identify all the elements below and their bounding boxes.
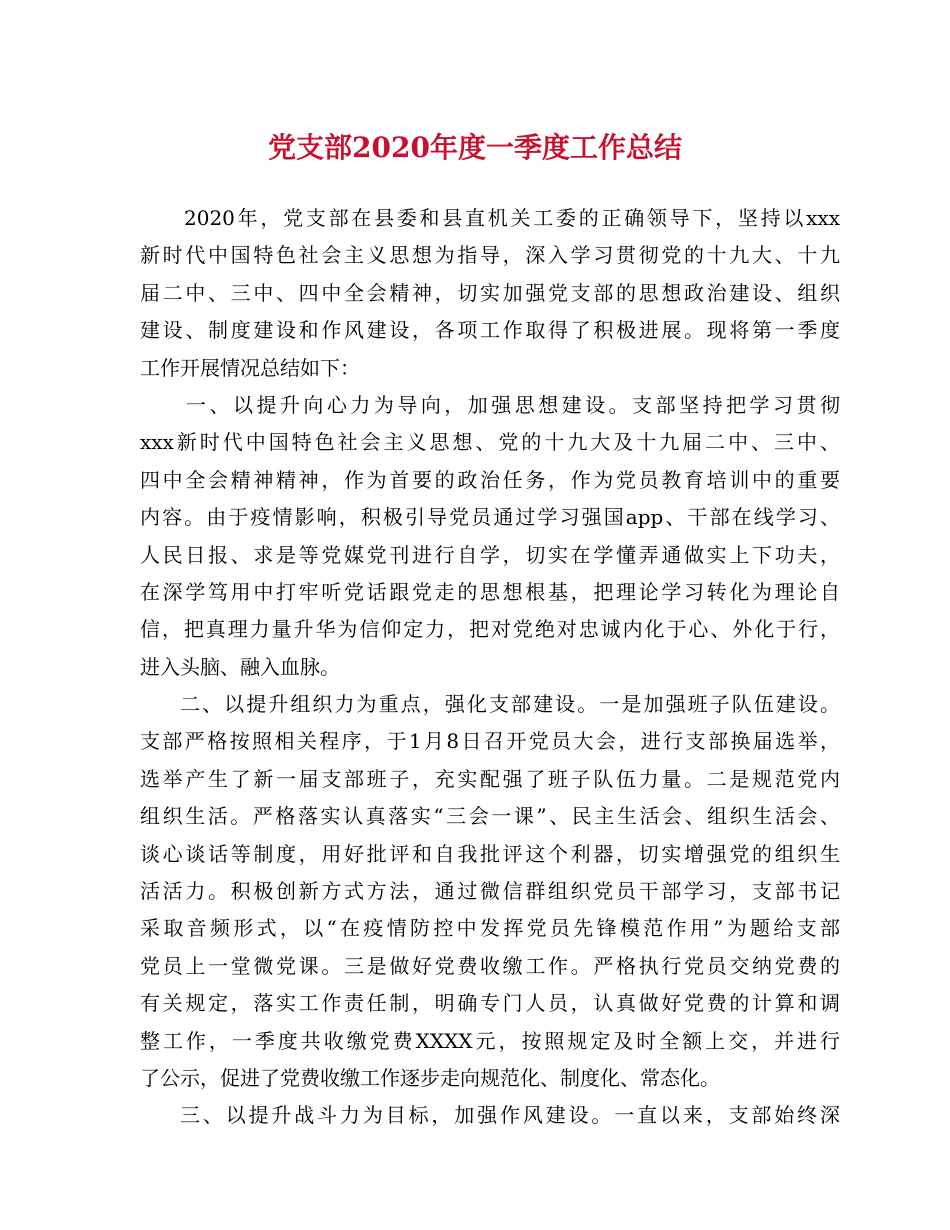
document-title: 党支部2020年度一季度工作总结 [268, 131, 682, 164]
body-text-line: 新时代中国特色社会主义思想为指导，深入学习贯彻党的十九大、十九 [140, 243, 840, 268]
body-text-line: 支部严格按照相关程序，于1月8日召开党员大会，进行支部换届选举， [140, 729, 840, 754]
body-text-line: 一、以提升向心力为导向，加强思想建设。支部坚持把学习贯彻 [186, 392, 840, 417]
body-text-line: 建设、制度建设和作风建设，各项工作取得了积极进展。现将第一季度 [140, 318, 840, 343]
body-text-line: 信，把真理力量升华为信仰定力，把对党绝对忠诚内化于心、外化于行， [140, 617, 840, 642]
body-text-line: 活活力。积极创新方式方法，通过微信群组织党员干部学习，支部书记 [140, 879, 840, 904]
body-text-line: 二、以提升组织力为重点，强化支部建设。一是加强班子队伍建设。 [180, 692, 840, 717]
document-body [140, 200, 840, 1135]
body-text-line: 整工作，一季度共收缴党费XXXX元，按照规定及时全额上交，并进行 [140, 1028, 840, 1053]
body-text-line: 三、以提升战斗力为目标，加强作风建设。一直以来，支部始终深 [180, 1103, 840, 1128]
body-text-line: 采取音频形式，以“在疫情防控中发挥党员先锋模范作用”为题给支部 [140, 916, 840, 941]
body-text-line: 内容。由于疫情影响，积极引导党员通过学习强国app、干部在线学习、 [140, 505, 840, 530]
body-text-line: 谈心谈话等制度，用好批评和自我批评这个利器，切实增强党的组织生 [140, 841, 840, 866]
body-text-line: 人民日报、求是等党媒党刊进行自学，切实在学懂弄通做实上下功夫， [140, 542, 840, 567]
body-text-line: xxx新时代中国特色社会主义思想、党的十九大及十九届二中、三中、 [140, 430, 840, 455]
body-text-line: 进入头脑、融入血脉。 [140, 654, 340, 679]
body-text-line: 选举产生了新一届支部班子，充实配强了班子队伍力量。二是规范党内 [140, 766, 840, 791]
body-text-line: 在深学笃用中打牢听党话跟党走的思想根基，把理论学习转化为理论自 [140, 579, 840, 604]
body-text-line: 2020年，党支部在县委和县直机关工委的正确领导下，坚持以xxx [184, 206, 840, 230]
body-text-line: 有关规定，落实工作责任制，明确专门人员，认真做好党费的计算和调 [140, 991, 840, 1016]
body-text-line: 工作开展情况总结如下： [140, 355, 360, 380]
body-text-line: 党员上一堂微党课。三是做好党费收缴工作。严格执行党员交纳党费的 [140, 953, 840, 978]
body-text-line: 四中全会精神精神，作为首要的政治任务，作为党员教育培训中的重要 [140, 467, 840, 492]
body-text-line: 了公示，促进了党费收缴工作逐步走向规范化、制度化、常态化。 [140, 1065, 720, 1090]
body-text-line: 届二中、三中、四中全会精神，切实加强党支部的思想政治建设、组织 [140, 280, 840, 305]
body-text-line: 组织生活。严格落实认真落实“三会一课”、民主生活会、组织生活会、 [140, 804, 840, 829]
